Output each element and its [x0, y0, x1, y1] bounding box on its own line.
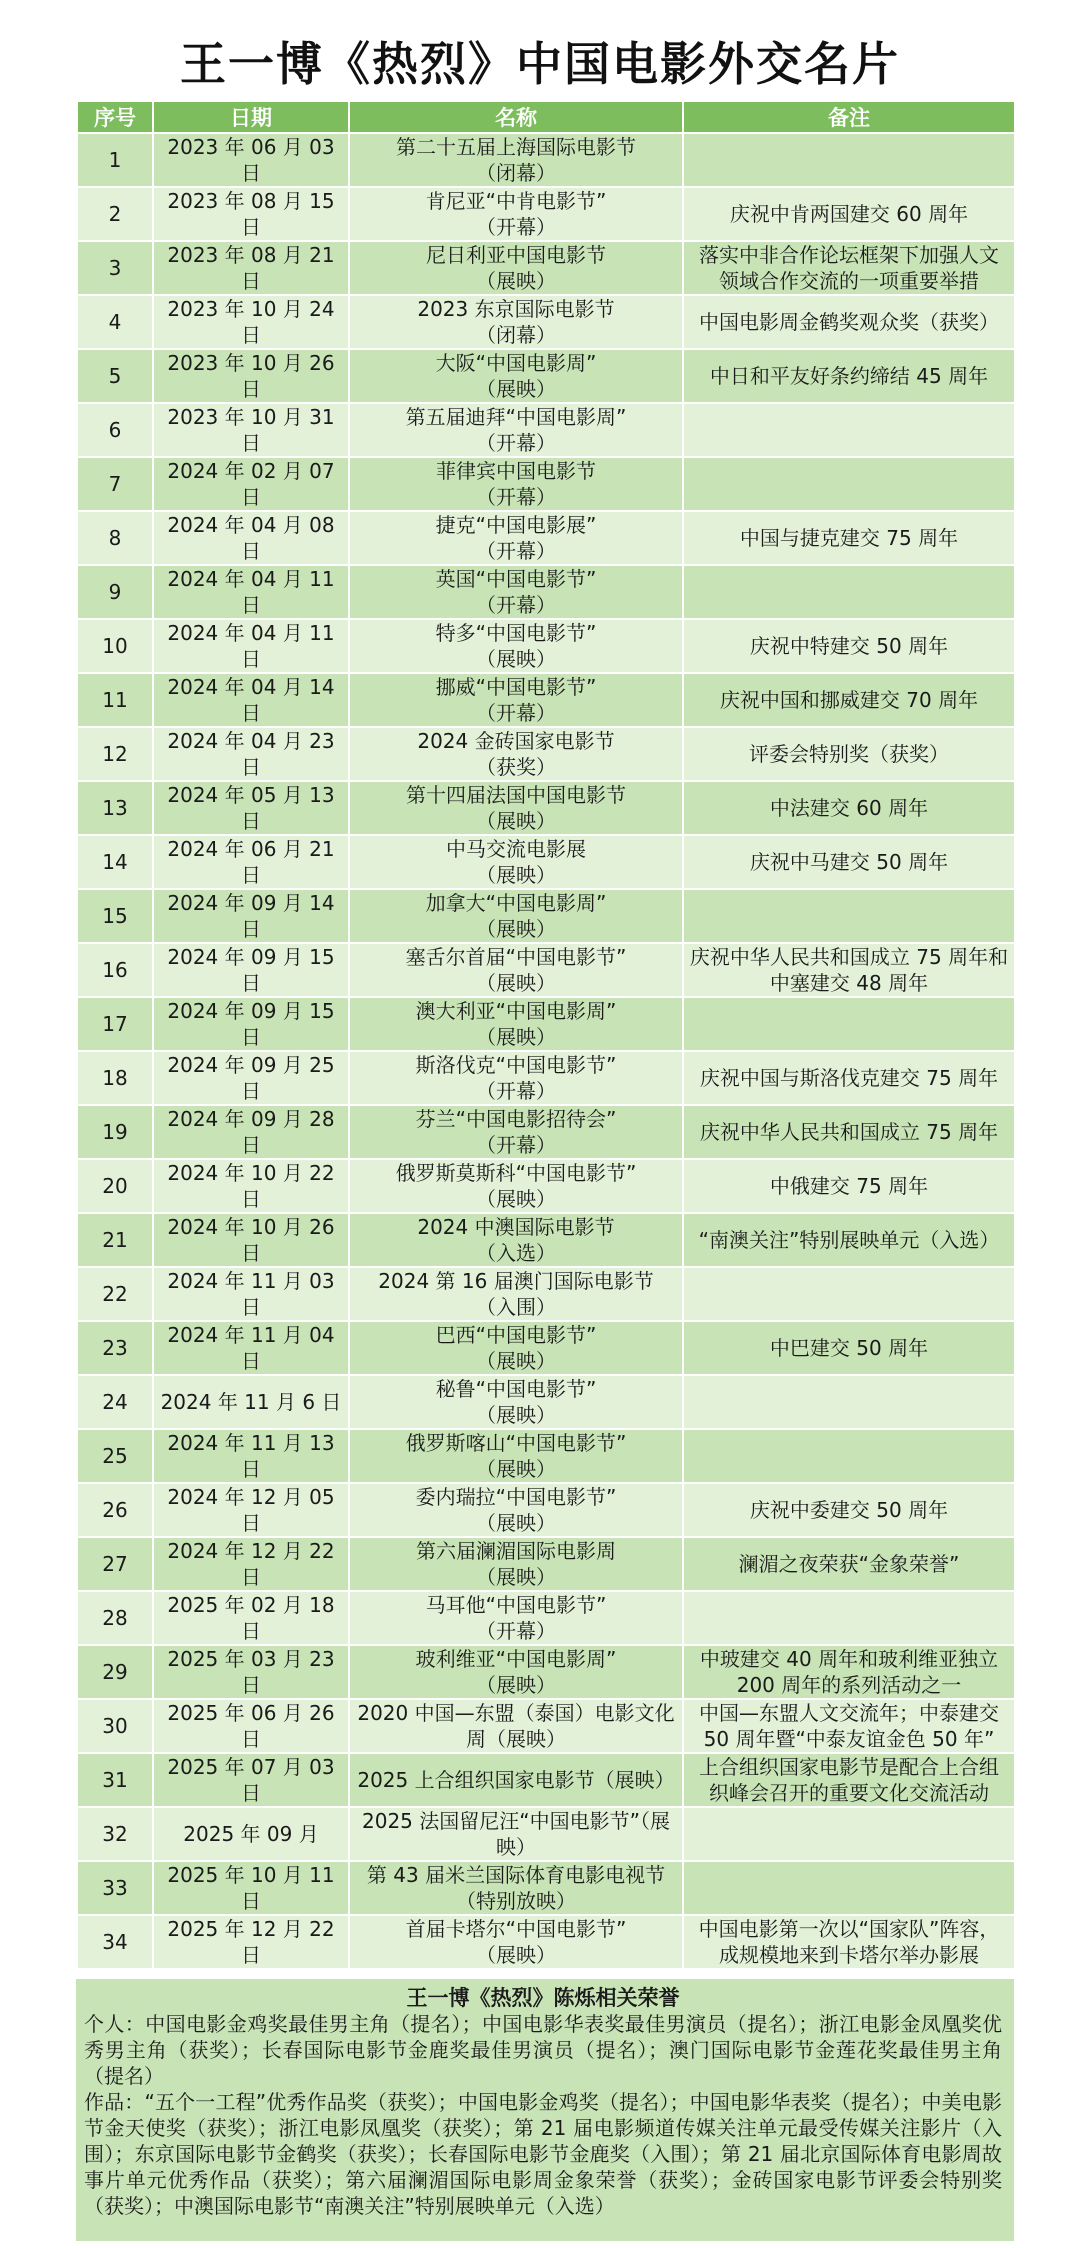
table-row	[77, 511, 1015, 565]
cell-note	[683, 1105, 1015, 1159]
cell-note	[683, 1591, 1015, 1645]
cell-name	[349, 1483, 683, 1537]
cell-date: 2025 年 10 月 11 日	[153, 1861, 349, 1915]
cell-date: 2024 年 09 月 15 日	[153, 943, 349, 997]
table-row	[77, 1591, 1015, 1645]
cell-note	[683, 1699, 1015, 1753]
cell-note-line: “南澳关注”特别展映单元（入选）	[698, 1228, 1000, 1252]
cell-name-line: 2024 第 16 届澳门国际电影节	[378, 1269, 654, 1293]
cell-note	[683, 133, 1015, 187]
cell-date: 2024 年 12 月 05 日	[153, 1483, 349, 1537]
table-row	[77, 1645, 1015, 1699]
cell-note-line: 50 周年暨“中泰友谊金色 50 年”	[703, 1727, 995, 1751]
cell-note-line: 庆祝中肯两国建交 60 周年	[729, 202, 969, 226]
honors-section	[76, 1979, 1014, 2241]
cell-name-line: 特多“中国电影节”	[435, 621, 597, 645]
cell-date: 2024 年 04 月 23 日	[153, 727, 349, 781]
cell-no: 34	[77, 1915, 153, 1969]
cell-name	[349, 1591, 683, 1645]
column-header-name: 名称	[349, 101, 683, 133]
cell-name	[349, 1915, 683, 1969]
table-row	[77, 1159, 1015, 1213]
cell-name-line: （展映）	[476, 917, 556, 941]
cell-date: 2025 年 06 月 26 日	[153, 1699, 349, 1753]
cell-note	[683, 295, 1015, 349]
cell-date: 2025 年 12 月 22 日	[153, 1915, 349, 1969]
cell-no: 23	[77, 1321, 153, 1375]
cell-date: 2024 年 06 月 21 日	[153, 835, 349, 889]
table-row	[77, 1429, 1015, 1483]
cell-name-line: （展映）	[476, 1673, 556, 1697]
cell-name-line: 第六届澜湄国际电影周	[416, 1539, 616, 1563]
table-row	[77, 133, 1015, 187]
cell-note-line: 庆祝中国和挪威建交 70 周年	[719, 688, 979, 712]
cell-name-line: （闭幕）	[476, 323, 556, 347]
cell-no: 12	[77, 727, 153, 781]
cell-note-line: 中法建交 60 周年	[769, 796, 929, 820]
table-row	[77, 241, 1015, 295]
cell-note-line: 中国—东盟人文交流年；中泰建交	[699, 1701, 999, 1725]
cell-no: 13	[77, 781, 153, 835]
table-row	[77, 1699, 1015, 1753]
cell-date: 2024 年 09 月 25 日	[153, 1051, 349, 1105]
table-row	[77, 727, 1015, 781]
cell-note-line: 中日和平友好条约缔结 45 周年	[709, 364, 989, 388]
cell-date: 2024 年 04 月 11 日	[153, 619, 349, 673]
cell-no: 21	[77, 1213, 153, 1267]
cell-name-line: 2025 法国留尼汪“中国电影节”（展	[362, 1809, 670, 1833]
table-row	[77, 1915, 1015, 1969]
cell-name	[349, 511, 683, 565]
cell-note-line: 庆祝中国与斯洛伐克建交 75 周年	[699, 1066, 999, 1090]
cell-note	[683, 403, 1015, 457]
cell-name-line: （展映）	[476, 1457, 556, 1481]
cell-name-line: 秘鲁“中国电影节”	[435, 1377, 597, 1401]
cell-name	[349, 133, 683, 187]
table-row	[77, 1213, 1015, 1267]
cell-date: 2023 年 10 月 24 日	[153, 295, 349, 349]
cell-name-line: 2024 中澳国际电影节	[417, 1215, 615, 1239]
cell-date: 2024 年 04 月 14 日	[153, 673, 349, 727]
cell-name-line: （开幕）	[476, 539, 556, 563]
page-title: 王一博《热烈》中国电影外交名片	[180, 37, 900, 91]
cell-name	[349, 943, 683, 997]
cell-date: 2024 年 09 月 15 日	[153, 997, 349, 1051]
cell-note-line: 中国与捷克建交 75 周年	[739, 526, 959, 550]
diplomacy-table	[76, 100, 1016, 1970]
cell-name	[349, 1375, 683, 1429]
cell-no: 32	[77, 1807, 153, 1861]
table-row	[77, 1375, 1015, 1429]
cell-note-line: 庆祝中华人民共和国成立 75 周年和	[689, 945, 1009, 969]
cell-date: 2024 年 05 月 13 日	[153, 781, 349, 835]
table-row	[77, 565, 1015, 619]
cell-no: 28	[77, 1591, 153, 1645]
table-row	[77, 997, 1015, 1051]
cell-note	[683, 889, 1015, 943]
cell-note	[683, 673, 1015, 727]
cell-name-line: （展映）	[476, 1349, 556, 1373]
cell-no: 19	[77, 1105, 153, 1159]
honors-works: 作品：“五个一工程”优秀作品奖（获奖）；中国电影金鸡奖（提名）；中国电影华表奖（提名）；中美电影节金天使奖（获奖）；浙江电影凤凰奖（获奖）；第 21 届电影频道传媒关注单元最受传媒关注影片（入围）；东京国际电影节金鹤奖（获奖）；长春国际电影节金鹿奖（入围）；第 21 届北京国际体育电影周故事片单元优秀作品（获奖）；第六届澜湄国际电影周金象荣誉（获奖）；金砖国家电影节评委会特别奖（获奖）；中澳国际电影节“南澳关注”特别展映单元（入选）	[84, 2090, 1002, 2218]
table-row	[77, 673, 1015, 727]
table-row	[77, 187, 1015, 241]
cell-no: 26	[77, 1483, 153, 1537]
table-header-row	[77, 101, 1015, 133]
cell-no: 31	[77, 1753, 153, 1807]
cell-note-line: 澜湄之夜荣获“金象荣誉”	[738, 1552, 960, 1576]
cell-name	[349, 1321, 683, 1375]
cell-name-line: （闭幕）	[476, 161, 556, 185]
cell-name-line: （开幕）	[476, 215, 556, 239]
cell-name-line: 中马交流电影展	[446, 837, 586, 861]
table-row	[77, 889, 1015, 943]
cell-name	[349, 1213, 683, 1267]
cell-name-line: 2023 东京国际电影节	[417, 297, 615, 321]
cell-no: 27	[77, 1537, 153, 1591]
cell-date: 2023 年 10 月 31 日	[153, 403, 349, 457]
cell-name	[349, 1645, 683, 1699]
cell-note	[683, 1213, 1015, 1267]
cell-no: 8	[77, 511, 153, 565]
cell-date: 2024 年 12 月 22 日	[153, 1537, 349, 1591]
cell-name	[349, 295, 683, 349]
cell-name-line: 大阪“中国电影周”	[435, 351, 597, 375]
cell-date: 2024 年 09 月 28 日	[153, 1105, 349, 1159]
cell-date: 2023 年 06 月 03 日	[153, 133, 349, 187]
cell-name-line: 玻利维亚“中国电影周”	[415, 1647, 617, 1671]
table-row	[77, 457, 1015, 511]
table-row	[77, 1537, 1015, 1591]
cell-note-line: 评委会特别奖（获奖）	[749, 742, 949, 766]
cell-note-line: 成规模地来到卡塔尔举办影展	[719, 1943, 979, 1967]
cell-note-line: 200 周年的系列活动之一	[736, 1673, 962, 1697]
cell-date: 2025 年 07 月 03 日	[153, 1753, 349, 1807]
cell-name	[349, 1807, 683, 1861]
cell-name-line: 2025 上合组织国家电影节（展映）	[357, 1768, 675, 1792]
cell-date: 2024 年 10 月 26 日	[153, 1213, 349, 1267]
cell-name-line: 第五届迪拜“中国电影周”	[405, 405, 627, 429]
cell-name-line: （展映）	[476, 647, 556, 671]
cell-note-line: 上合组织国家电影节是配合上合组	[699, 1755, 999, 1779]
cell-no: 4	[77, 295, 153, 349]
cell-name-line: （展映）	[476, 1565, 556, 1589]
cell-name-line: （特别放映）	[456, 1889, 576, 1913]
honors-title: 王一博《热烈》陈烁相关荣誉	[406, 1986, 680, 2010]
cell-note	[683, 727, 1015, 781]
cell-date: 2025 年 02 月 18 日	[153, 1591, 349, 1645]
cell-name	[349, 457, 683, 511]
cell-name-line: （开幕）	[476, 485, 556, 509]
cell-name-line: （展映）	[476, 1403, 556, 1427]
cell-note	[683, 781, 1015, 835]
table-row	[77, 1753, 1015, 1807]
cell-name-line: 巴西“中国电影节”	[435, 1323, 597, 1347]
cell-date: 2024 年 02 月 07 日	[153, 457, 349, 511]
cell-date: 2023 年 10 月 26 日	[153, 349, 349, 403]
cell-no: 6	[77, 403, 153, 457]
cell-note-line: 庆祝中马建交 50 周年	[749, 850, 949, 874]
cell-note	[683, 457, 1015, 511]
cell-date: 2024 年 04 月 08 日	[153, 511, 349, 565]
cell-no: 2	[77, 187, 153, 241]
cell-name-line: 委内瑞拉“中国电影节”	[415, 1485, 617, 1509]
cell-name	[349, 241, 683, 295]
cell-no: 18	[77, 1051, 153, 1105]
cell-no: 22	[77, 1267, 153, 1321]
cell-name-line: 第十四届法国中国电影节	[406, 783, 626, 807]
cell-no: 20	[77, 1159, 153, 1213]
cell-name-line: （开幕）	[476, 1133, 556, 1157]
column-header-note: 备注	[683, 101, 1015, 133]
cell-no: 25	[77, 1429, 153, 1483]
column-header-no: 序号	[77, 101, 153, 133]
cell-note-line: 庆祝中特建交 50 周年	[749, 634, 949, 658]
cell-date: 2023 年 08 月 15 日	[153, 187, 349, 241]
cell-note	[683, 1915, 1015, 1969]
cell-no: 29	[77, 1645, 153, 1699]
cell-no: 5	[77, 349, 153, 403]
cell-note-line: 领域合作交流的一项重要举措	[719, 269, 979, 293]
cell-no: 7	[77, 457, 153, 511]
cell-name-line: 映）	[496, 1835, 536, 1859]
cell-note	[683, 1645, 1015, 1699]
table-row	[77, 1321, 1015, 1375]
cell-note	[683, 1267, 1015, 1321]
cell-note-line: 庆祝中委建交 50 周年	[749, 1498, 949, 1522]
cell-date: 2025 年 09 月	[153, 1807, 349, 1861]
table-row	[77, 1807, 1015, 1861]
table-row	[77, 619, 1015, 673]
cell-note-line: 中国电影周金鹤奖观众奖（获奖）	[699, 310, 999, 334]
cell-name	[349, 619, 683, 673]
cell-name	[349, 349, 683, 403]
cell-name	[349, 835, 683, 889]
cell-name-line: 芬兰“中国电影招待会”	[415, 1107, 617, 1131]
cell-name-line: （展映）	[476, 971, 556, 995]
cell-no: 11	[77, 673, 153, 727]
cell-name-line: （展映）	[476, 269, 556, 293]
cell-note	[683, 1483, 1015, 1537]
cell-no: 14	[77, 835, 153, 889]
cell-note-line: 中国电影第一次以“国家队”阵容，	[698, 1917, 1000, 1941]
cell-name-line: 周（展映）	[466, 1727, 566, 1751]
cell-name-line: （展映）	[476, 1943, 556, 1967]
cell-name-line: 英国“中国电影节”	[435, 567, 597, 591]
cell-note	[683, 1753, 1015, 1807]
cell-date: 2024 年 09 月 14 日	[153, 889, 349, 943]
cell-name-line: （入选）	[476, 1241, 556, 1265]
cell-no: 33	[77, 1861, 153, 1915]
cell-name	[349, 727, 683, 781]
cell-date: 2024 年 10 月 22 日	[153, 1159, 349, 1213]
cell-name-line: （展映）	[476, 1511, 556, 1535]
cell-name-line: 2020 中国—东盟（泰国）电影文化	[357, 1701, 675, 1725]
honors-personal: 个人：中国电影金鸡奖最佳男主角（提名）；中国电影华表奖最佳男演员（提名）；浙江电影金凤凰奖优秀男主角（获奖）；长春国际电影节金鹿奖最佳男演员（提名）；澳门国际电影节金莲花奖最佳男主角（提名）	[84, 2012, 1002, 2088]
cell-name-line: （开幕）	[476, 1079, 556, 1103]
cell-name	[349, 403, 683, 457]
cell-note-line: 中玻建交 40 周年和玻利维亚独立	[699, 1647, 999, 1671]
cell-name-line: 塞舌尔首届“中国电影节”	[405, 945, 627, 969]
table-body	[77, 133, 1015, 1969]
cell-name	[349, 997, 683, 1051]
cell-name-line: 俄罗斯莫斯科“中国电影节”	[395, 1161, 637, 1185]
cell-name	[349, 889, 683, 943]
cell-name	[349, 1159, 683, 1213]
cell-note	[683, 241, 1015, 295]
cell-name-line: 加拿大“中国电影周”	[425, 891, 607, 915]
cell-no: 15	[77, 889, 153, 943]
table-row	[77, 781, 1015, 835]
cell-name	[349, 1537, 683, 1591]
cell-name	[349, 673, 683, 727]
cell-note	[683, 619, 1015, 673]
cell-no: 10	[77, 619, 153, 673]
table-row	[77, 835, 1015, 889]
cell-note	[683, 1429, 1015, 1483]
cell-name	[349, 781, 683, 835]
cell-name-line: 尼日利亚中国电影节	[426, 243, 606, 267]
cell-date: 2024 年 04 月 11 日	[153, 565, 349, 619]
cell-note	[683, 1159, 1015, 1213]
cell-note-line: 中塞建交 48 周年	[769, 971, 929, 995]
cell-note	[683, 349, 1015, 403]
cell-name	[349, 187, 683, 241]
cell-name-line: （开幕）	[476, 593, 556, 617]
cell-no: 17	[77, 997, 153, 1051]
cell-name-line: 俄罗斯喀山“中国电影节”	[405, 1431, 627, 1455]
cell-note	[683, 1807, 1015, 1861]
cell-name	[349, 565, 683, 619]
table-row	[77, 1051, 1015, 1105]
cell-name-line: 马耳他“中国电影节”	[425, 1593, 607, 1617]
cell-note	[683, 943, 1015, 997]
table-row	[77, 1483, 1015, 1537]
column-header-date: 日期	[153, 101, 349, 133]
cell-name-line: （开幕）	[476, 431, 556, 455]
cell-name-line: 捷克“中国电影展”	[435, 513, 597, 537]
cell-name	[349, 1699, 683, 1753]
cell-name-line: （开幕）	[476, 1619, 556, 1643]
cell-note	[683, 1375, 1015, 1429]
cell-date: 2024 年 11 月 13 日	[153, 1429, 349, 1483]
cell-note	[683, 1321, 1015, 1375]
cell-name-line: 肯尼亚“中肯电影节”	[425, 189, 607, 213]
cell-name-line: （展映）	[476, 863, 556, 887]
cell-name	[349, 1105, 683, 1159]
cell-name-line: （展映）	[476, 1025, 556, 1049]
cell-name-line: 第 43 届米兰国际体育电影电视节	[366, 1863, 666, 1887]
cell-name	[349, 1051, 683, 1105]
cell-name-line: （展映）	[476, 1187, 556, 1211]
cell-note	[683, 187, 1015, 241]
cell-name-line: （入围）	[476, 1295, 556, 1319]
cell-no: 24	[77, 1375, 153, 1429]
cell-note	[683, 1051, 1015, 1105]
cell-no: 16	[77, 943, 153, 997]
cell-note	[683, 1861, 1015, 1915]
cell-note	[683, 1537, 1015, 1591]
cell-note	[683, 511, 1015, 565]
table-row	[77, 1861, 1015, 1915]
cell-note	[683, 835, 1015, 889]
cell-name-line: （获奖）	[476, 755, 556, 779]
cell-name-line: （展映）	[476, 809, 556, 833]
cell-name-line: （展映）	[476, 377, 556, 401]
table-row	[77, 295, 1015, 349]
cell-no: 9	[77, 565, 153, 619]
cell-no: 1	[77, 133, 153, 187]
cell-date: 2023 年 08 月 21 日	[153, 241, 349, 295]
cell-note	[683, 565, 1015, 619]
table-row	[77, 1105, 1015, 1159]
cell-name-line: 挪威“中国电影节”	[435, 675, 597, 699]
table-row	[77, 1267, 1015, 1321]
table-row	[77, 943, 1015, 997]
cell-name-line: 斯洛伐克“中国电影节”	[415, 1053, 617, 1077]
cell-note-line: 中巴建交 50 周年	[769, 1336, 929, 1360]
cell-no: 3	[77, 241, 153, 295]
cell-date: 2024 年 11 月 04 日	[153, 1321, 349, 1375]
cell-name-line: 2024 金砖国家电影节	[417, 729, 615, 753]
cell-name	[349, 1753, 683, 1807]
table-row	[77, 403, 1015, 457]
cell-date: 2025 年 03 月 23 日	[153, 1645, 349, 1699]
cell-no: 30	[77, 1699, 153, 1753]
cell-name	[349, 1429, 683, 1483]
cell-name-line: 首届卡塔尔“中国电影节”	[405, 1917, 627, 1941]
cell-note-line: 织峰会召开的重要文化交流活动	[709, 1781, 989, 1805]
cell-name-line: 第二十五届上海国际电影节	[396, 135, 636, 159]
cell-date: 2024 年 11 月 03 日	[153, 1267, 349, 1321]
cell-note-line: 中俄建交 75 周年	[769, 1174, 929, 1198]
cell-name-line: （开幕）	[476, 701, 556, 725]
cell-note-line: 庆祝中华人民共和国成立 75 周年	[699, 1120, 999, 1144]
cell-name	[349, 1267, 683, 1321]
cell-note-line: 落实中非合作论坛框架下加强人文	[699, 243, 999, 267]
cell-note	[683, 997, 1015, 1051]
cell-name-line: 菲律宾中国电影节	[436, 459, 596, 483]
cell-name-line: 澳大利亚“中国电影周”	[415, 999, 617, 1023]
table-row	[77, 349, 1015, 403]
cell-name	[349, 1861, 683, 1915]
cell-date: 2024 年 11 月 6 日	[153, 1375, 349, 1429]
